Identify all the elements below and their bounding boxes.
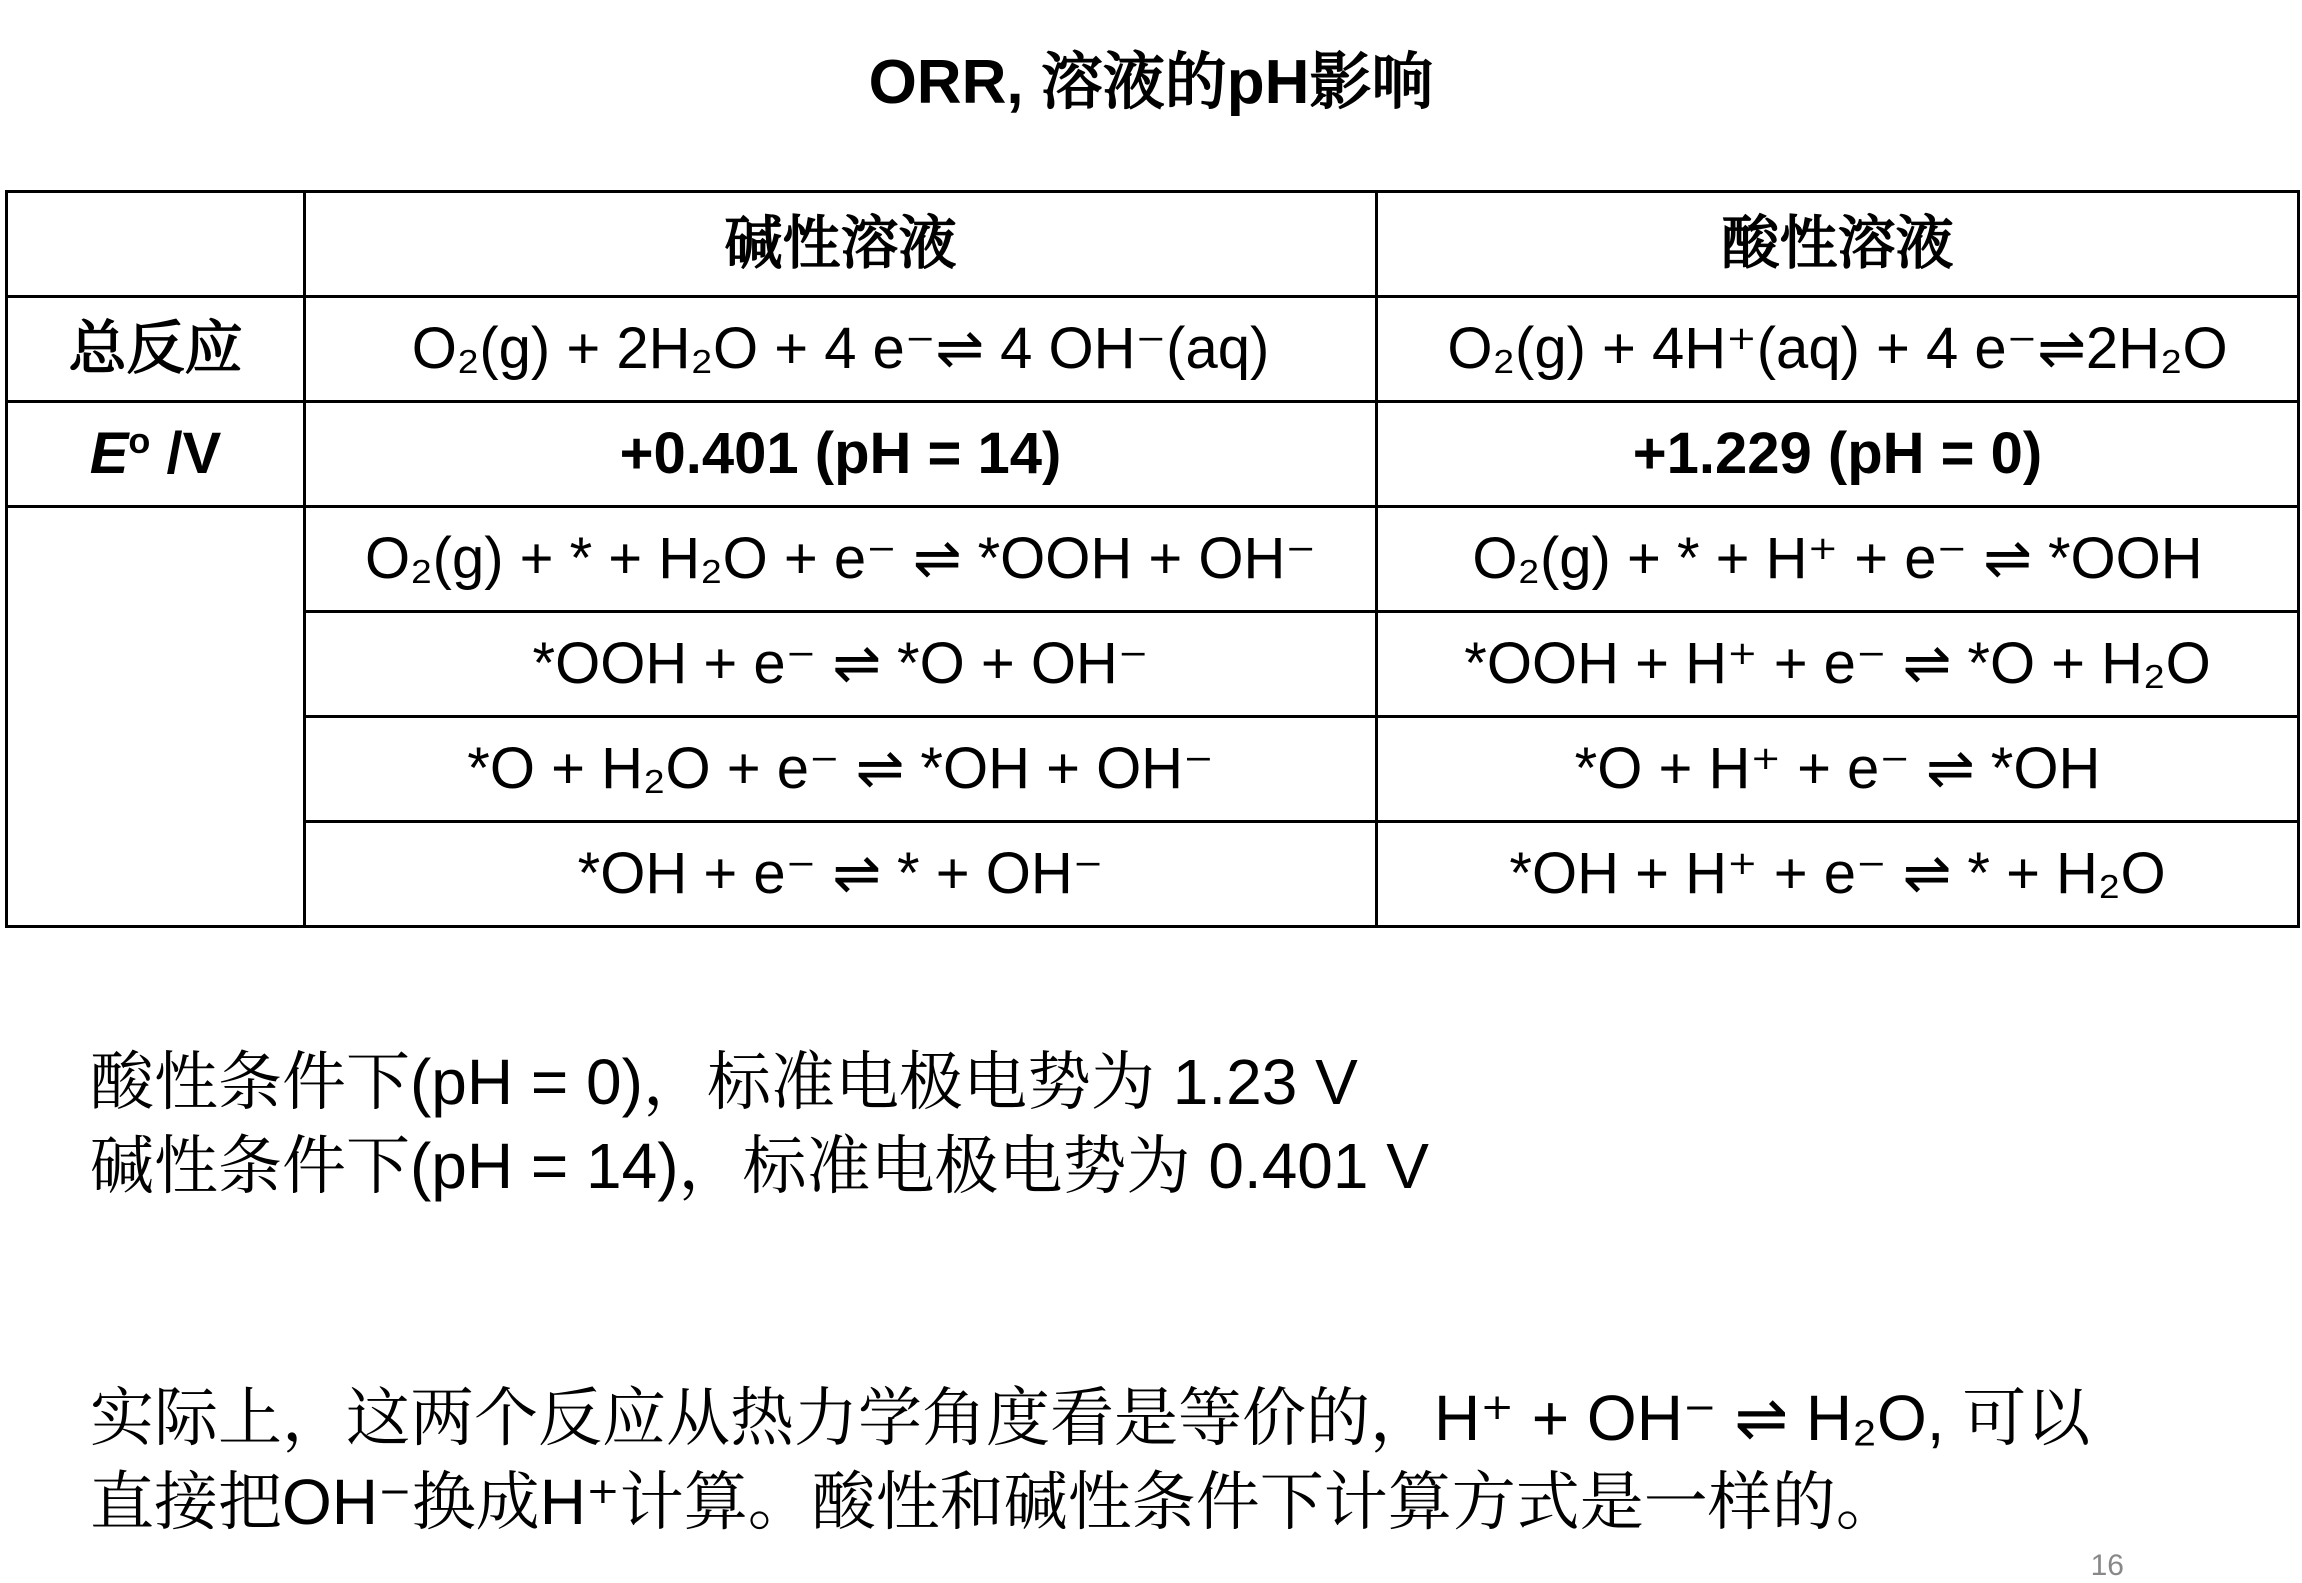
acidic-step-1: O₂(g) + * + H⁺ + e⁻ ⇌ *OOH bbox=[1377, 507, 2299, 612]
equivalence-note-line-1: 实际上，这两个反应从热力学角度看是等价的，H⁺ + OH⁻ ⇌ H₂O, 可以 bbox=[90, 1382, 2091, 1454]
notes-block bbox=[90, 1040, 2240, 1544]
alkaline-step-3: *O + H₂O + e⁻ ⇌ *OH + OH⁻ bbox=[305, 717, 1377, 822]
acidic-step-4: *OH + H⁺ + e⁻ ⇌ * + H₂O bbox=[1377, 822, 2299, 927]
alkaline-step-2: *OOH + e⁻ ⇌ *O + OH⁻ bbox=[305, 612, 1377, 717]
acidic-total-reaction: O₂(g) + 4H⁺(aq) + 4 e⁻⇌2H₂O bbox=[1377, 297, 2299, 402]
equivalence-note-line-2: 直接把OH⁻换成H⁺计算。酸性和碱性条件下计算方式是一样的。 bbox=[90, 1466, 1900, 1538]
alkaline-step-4: *OH + e⁻ ⇌ * + OH⁻ bbox=[305, 822, 1377, 927]
step-row bbox=[7, 822, 2299, 927]
alkaline-total-reaction: O₂(g) + 2H₂O + 4 e⁻⇌ 4 OH⁻(aq) bbox=[305, 297, 1377, 402]
acidic-step-3: *O + H⁺ + e⁻ ⇌ *OH bbox=[1377, 717, 2299, 822]
acidic-potential-note: 酸性条件下(pH = 0)，标准电极电势为 1.23 V bbox=[90, 1046, 1358, 1118]
page-number: 16 bbox=[2090, 1549, 2124, 1582]
acidic-header: 酸性溶液 bbox=[1377, 192, 2299, 297]
potential-row bbox=[7, 402, 2299, 507]
step-row bbox=[7, 717, 2299, 822]
table-corner-cell bbox=[7, 192, 305, 297]
total-reaction-row bbox=[7, 297, 2299, 402]
notes-spacer bbox=[90, 1208, 2240, 1376]
acidic-step-2: *OOH + H⁺ + e⁻ ⇌ *O + H₂O bbox=[1377, 612, 2299, 717]
potential-unit: /V bbox=[150, 421, 222, 487]
orr-comparison-table bbox=[5, 190, 2300, 928]
potential-superscript: o bbox=[128, 420, 151, 462]
alkaline-potential-note: 碱性条件下(pH = 14)，标准电极电势为 0.401 V bbox=[90, 1130, 1429, 1202]
slide-title: ORR, 溶液的pH影响 bbox=[868, 48, 1434, 117]
table-header-row bbox=[7, 192, 2299, 297]
alkaline-header: 碱性溶液 bbox=[305, 192, 1377, 297]
step-row bbox=[7, 612, 2299, 717]
step-row bbox=[7, 507, 2299, 612]
steps-label-cell bbox=[7, 507, 305, 927]
total-reaction-label: 总反应 bbox=[7, 297, 305, 402]
alkaline-potential: +0.401 (pH = 14) bbox=[305, 402, 1377, 507]
acidic-potential: +1.229 (pH = 0) bbox=[1377, 402, 2299, 507]
potential-label bbox=[7, 402, 305, 507]
alkaline-step-1: O₂(g) + * + H₂O + e⁻ ⇌ *OOH + OH⁻ bbox=[305, 507, 1377, 612]
potential-symbol: E bbox=[89, 421, 129, 487]
